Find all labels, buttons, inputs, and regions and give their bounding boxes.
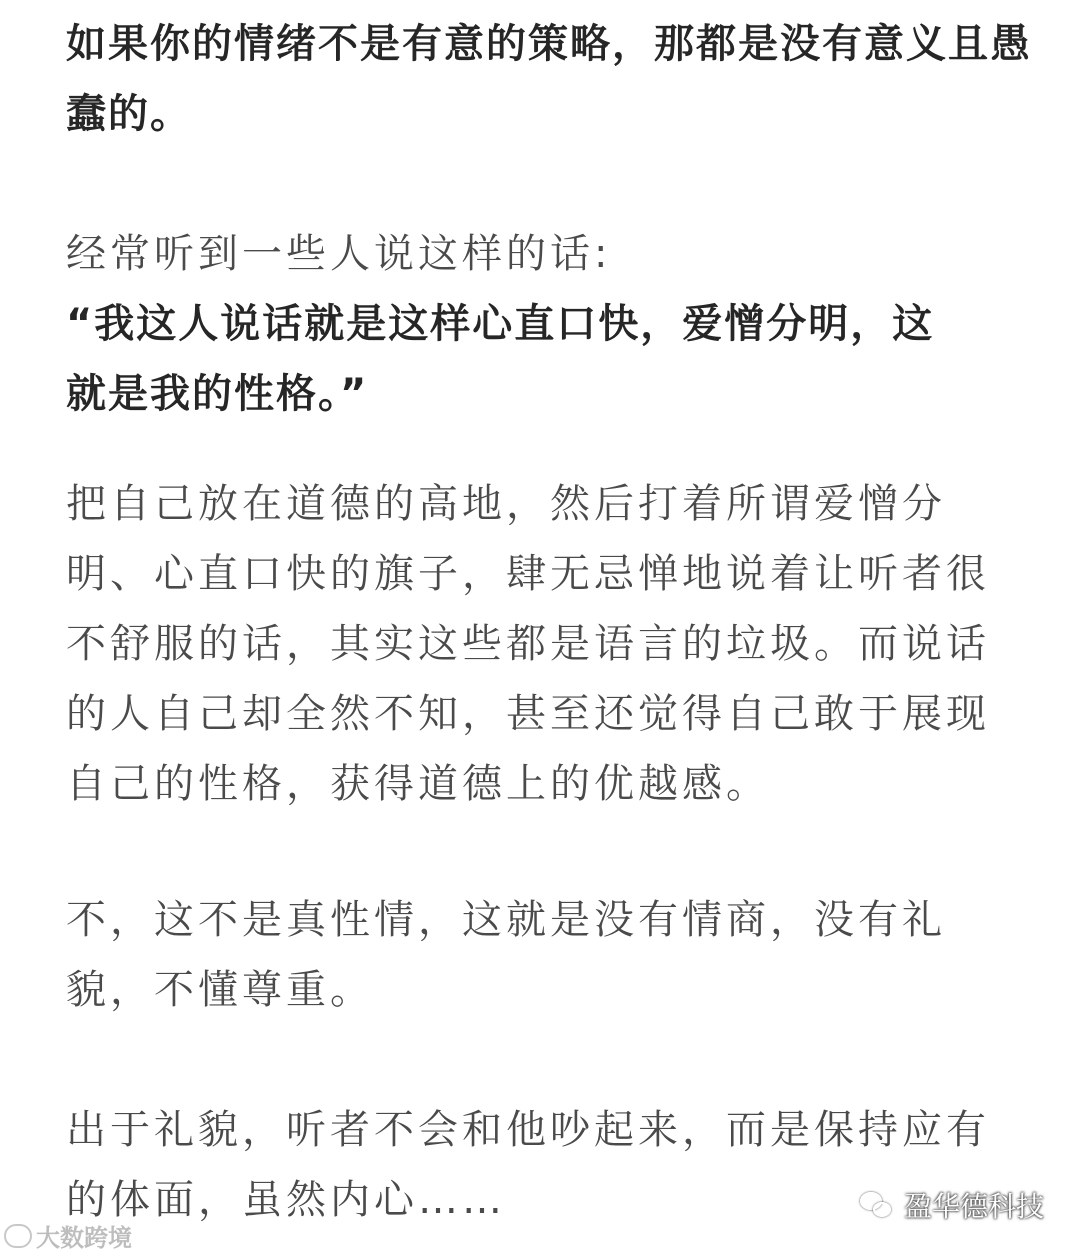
paragraph-3-line-5: 自己的性格，获得道德上的优越感。	[66, 761, 770, 807]
quote-line-2: 就是我的性格。”	[66, 371, 369, 417]
paragraph-4-line-2: 貌，不懂尊重。	[66, 967, 374, 1013]
watermark-left	[4, 1218, 132, 1253]
watermark-left-text: 大数跨境	[36, 1224, 132, 1252]
watermark-right	[860, 1185, 1044, 1225]
paragraph-3-line-4: 的人自己却全然不知，甚至还觉得自己敢于展现	[66, 691, 990, 737]
logo-icon	[4, 1224, 32, 1248]
paragraph-5-line-1: 出于礼貌，听者不会和他吵起来，而是保持应有	[66, 1107, 990, 1153]
quote-line-1: “我这人说话就是这样心直口快，爱憎分明，这	[66, 301, 935, 347]
paragraph-5-line-2: 的体面，虽然内心……	[66, 1177, 506, 1223]
paragraph-3-line-1: 把自己放在道德的高地，然后打着所谓爱憎分	[66, 481, 946, 527]
paragraph-1-line-1: 如果你的情绪不是有意的策略，那都是没有意义且愚	[66, 21, 1032, 67]
paragraph-1-line-2: 蠢的。	[66, 91, 192, 137]
watermark-right-text: 盈华德科技	[903, 1190, 1044, 1223]
paragraph-2-line-1: 经常听到一些人说这样的话:	[66, 231, 612, 277]
paragraph-3-line-3: 不舒服的话，其实这些都是语言的垃圾。而说话	[66, 621, 990, 667]
paragraph-4-line-1: 不，这不是真性情，这就是没有情商，没有礼	[66, 897, 946, 943]
wechat-icon	[860, 1190, 894, 1220]
paragraph-3-line-2: 明、心直口快的旗子，肆无忌惮地说着让听者很	[66, 551, 990, 597]
